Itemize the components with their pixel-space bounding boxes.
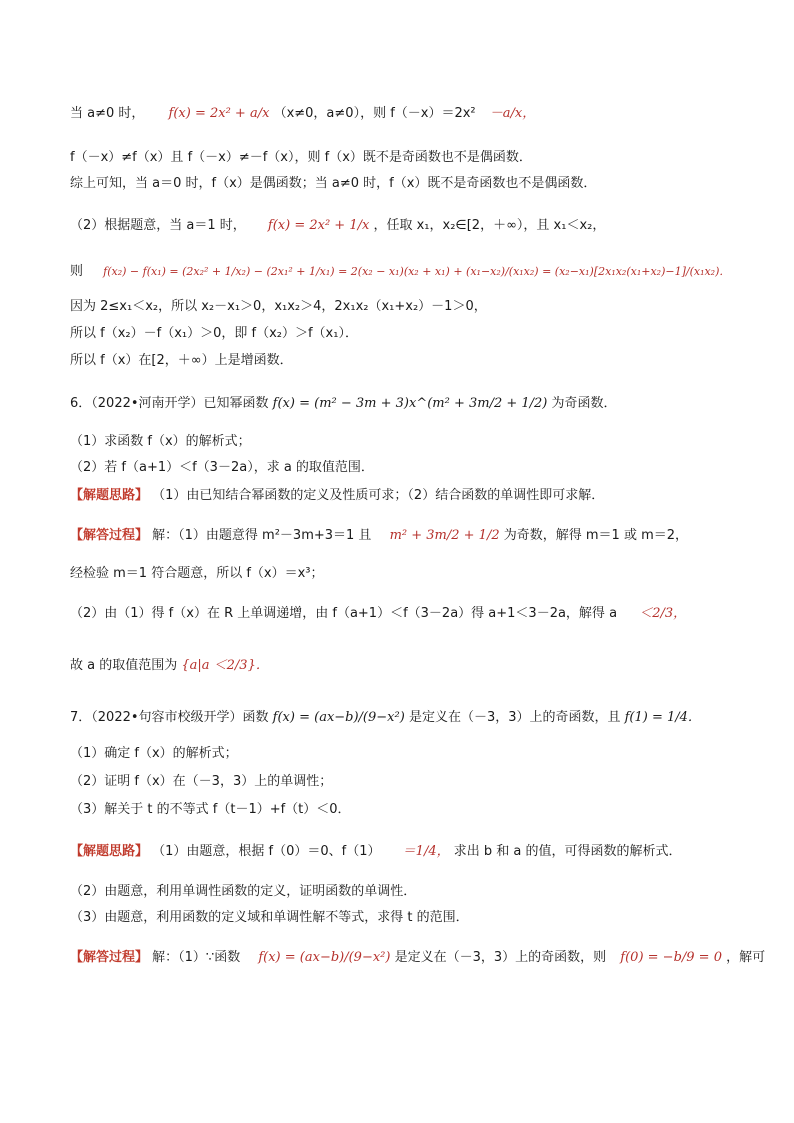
formula: f(x) = (ax−b)/(9−x²) bbox=[272, 710, 405, 725]
text: 则 bbox=[70, 264, 84, 279]
text-line: （3）由题意，利用函数的定义域和单调性解不等式，求得 t 的范围． bbox=[70, 910, 469, 925]
solution-tag: 【解答过程】 bbox=[70, 950, 149, 965]
text: 7．（2022•句容市校级开学）函数 bbox=[70, 710, 269, 725]
formula: m² + 3m/2 + 1/2 bbox=[389, 528, 500, 543]
text: ，任取 x₁，x₂∈[2，＋∞），且 x₁＜x₂， bbox=[373, 218, 606, 233]
question-7-title bbox=[70, 708, 701, 728]
text: 为奇数，解得 m＝1 或 m＝2， bbox=[503, 528, 689, 543]
text-line: （1）确定 f（x）的解析式； bbox=[70, 746, 238, 761]
text-line bbox=[70, 656, 269, 676]
text: 是定义在（－3，3）上的奇函数，且 bbox=[408, 710, 621, 725]
text-line bbox=[70, 104, 535, 124]
formula: f(x) = 2x² + a/x bbox=[168, 106, 270, 121]
solution-tag: 【解题思路】 bbox=[70, 488, 149, 503]
formula: f(0) = −b/9 = 0 bbox=[620, 950, 722, 965]
text-line: （2）由题意，利用单调性函数的定义，证明函数的单调性． bbox=[70, 884, 417, 899]
question-6-title bbox=[70, 394, 617, 414]
text: 是定义在（－3，3）上的奇函数，则 bbox=[394, 950, 607, 965]
formula: {a|a ＜2/3}． bbox=[181, 658, 269, 673]
text-line: （1）求函数 f（x）的解析式； bbox=[70, 434, 251, 449]
text-line bbox=[70, 486, 604, 506]
text-line: （2）证明 f（x）在（－3，3）上的单调性； bbox=[70, 774, 333, 789]
formula: f(x) = (ax−b)/(9−x²) bbox=[258, 950, 391, 965]
text: 为奇函数． bbox=[551, 396, 617, 411]
text-line: 所以 f（x₂）－f（x₁）＞0，即 f（x₂）＞f（x₁）． bbox=[70, 326, 358, 341]
formula: －a/x， bbox=[489, 106, 536, 121]
formula: f(x) = (m² − 3m + 3)x^(m² + 3m/2 + 1/2) bbox=[272, 396, 548, 411]
text: 6．（2022•河南开学）已知幂函数 bbox=[70, 396, 269, 411]
text-line: （2）若 f（a+1）＜f（3－2a），求 a 的取值范围． bbox=[70, 460, 374, 475]
text: 当 a≠0 时， bbox=[70, 106, 145, 121]
formula: ＜2/3， bbox=[639, 606, 687, 621]
text-line bbox=[70, 948, 765, 968]
text: 求出 b 和 a 的值，可得函数的解析式． bbox=[453, 844, 682, 859]
formula: ＝1/4， bbox=[402, 844, 450, 859]
text: 故 a 的取值范围为 bbox=[70, 658, 178, 673]
text-line: 所以 f（x）在[2，＋∞）上是增函数． bbox=[70, 353, 293, 368]
text: （2）由（1）得 f（x）在 R 上单调递增，由 f（a+1）＜f（3－2a）得 a+1＜3－2a，解得 a bbox=[70, 606, 618, 621]
text: （2）根据题意，当 a＝1 时， bbox=[70, 218, 246, 233]
formula: f(x₂) − f(x₁) = (2x₂² + 1/x₂) − (2x₁² + 1/x₁) = 2(x₂ − x₁)(x₂ + x₁) + (x₁−x₂)/(x₁x₂) = (x₂−x₁)[2x₁x₂(x₁+x₂)−1]/(x₁x₂)． bbox=[103, 265, 731, 278]
text-line bbox=[70, 604, 686, 624]
solution-tag: 【解答过程】 bbox=[70, 528, 149, 543]
text-line: （3）解关于 t 的不等式 f（t－1）+f（t）＜0． bbox=[70, 802, 351, 817]
formula: f(x) = 2x² + 1/x bbox=[267, 218, 370, 233]
text-line bbox=[70, 216, 605, 236]
text-line bbox=[70, 262, 730, 282]
text: （x≠0，a≠0），则 f（－x）＝2x² bbox=[273, 106, 476, 121]
formula: f(1) = 1/4． bbox=[624, 710, 701, 725]
text: ，解可 bbox=[726, 950, 766, 965]
text: 解：（1）由题意得 m²－3m+3＝1 且 bbox=[152, 528, 372, 543]
text-line: 因为 2≤x₁＜x₂，所以 x₂－x₁＞0，x₁x₂＞4，2x₁x₂（x₁+x₂）－1＞0， bbox=[70, 299, 487, 314]
text-line: 经检验 m＝1 符合题意，所以 f（x）＝x³； bbox=[70, 566, 324, 581]
text-line bbox=[70, 842, 682, 862]
text: （1）由题意，根据 f（0）＝0、f（1） bbox=[152, 844, 381, 859]
text-line bbox=[70, 526, 688, 546]
text: （1）由已知结合幂函数的定义及性质可求；（2）结合函数的单调性即可求解． bbox=[152, 488, 605, 503]
text: 解：（1）∵函数 bbox=[152, 950, 241, 965]
solution-tag: 【解题思路】 bbox=[70, 844, 149, 859]
text-line: 综上可知，当 a＝0 时，f（x）是偶函数；当 a≠0 时，f（x）既不是奇函数也不是偶函数． bbox=[70, 176, 597, 191]
text-line: f（－x）≠f（x）且 f（－x）≠－f（x），则 f（x）既不是奇函数也不是偶函数． bbox=[70, 150, 532, 165]
